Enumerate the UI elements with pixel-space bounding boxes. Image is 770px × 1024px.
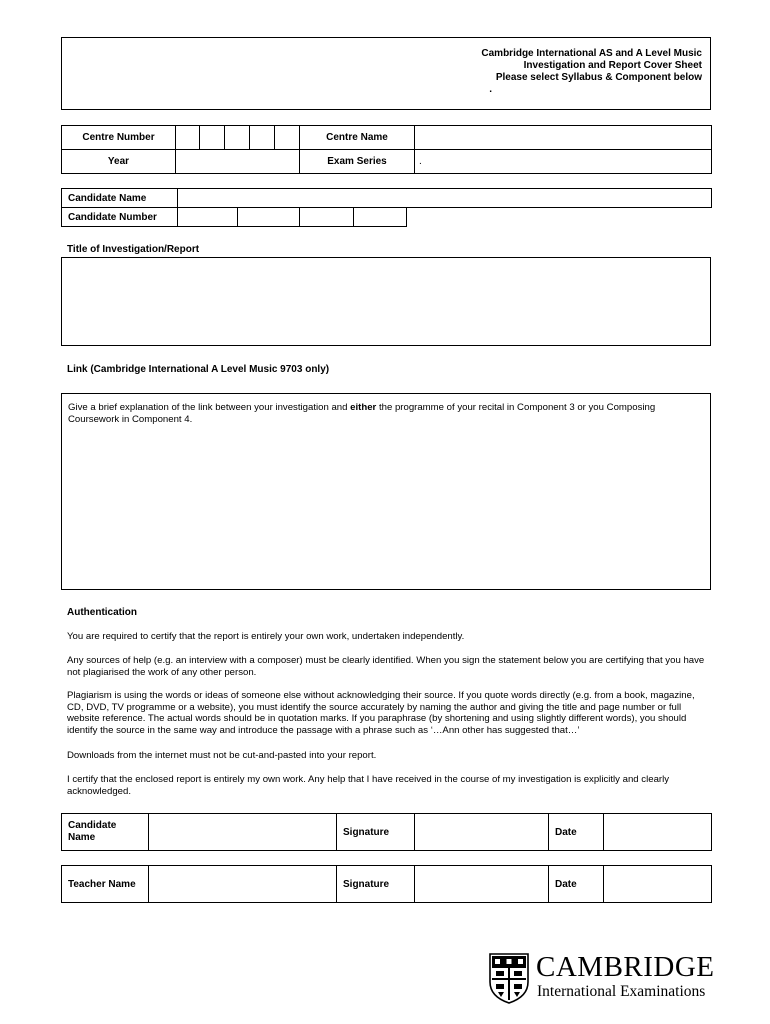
header-line-3: Please select Syllabus & Component below [495,72,702,83]
teacher-signature-label: Signature [337,866,415,903]
title-label: Title of Investigation/Report [67,244,200,255]
link-instruction-text-1: Give a brief explanation of the link between your investigation and [68,402,351,413]
link-label: Link (Cambridge International A Level Music 9703 only) [67,364,330,375]
teacher-date-label: Date [549,866,604,903]
link-instruction-text-2: the programme of your recital in Component 3 or you Composing Coursework in Component 4. [68,402,656,425]
link-field[interactable] [61,393,711,590]
teacher-name-field[interactable] [149,866,337,903]
candidate-number-digit-3[interactable] [300,208,354,227]
teacher-date-field[interactable] [604,866,712,903]
link-instruction-emphasis: either [350,402,377,413]
centre-number-digit-1[interactable] [176,126,200,150]
authentication-paragraph-3: Plagiarism is using the words or ideas of someone else without acknowledging their source. If you quote words directly (e.g. from a book, magazine, CD, DVD, TV programme or a website), you must identify the source accurately by naming the author and giving the title and page number or full website reference. The actual words should be in quotation marks. If you paraphrase (by shortening and using slightly different words), you should identify the source in the same way and introduce the passage with a phrase such as ‘…Ann other has suggested that…’ [67,690,695,736]
header-line-1: Cambridge International AS and A Level Music [481,48,702,59]
authentication-paragraph-1: You are required to certify that the report is entirely your own work, undertaken independently. [67,631,465,642]
year-field[interactable] [176,150,300,174]
candidate-number-digit-2[interactable] [238,208,300,227]
candidate-date-label: Date [549,814,604,851]
centre-name-field[interactable] [415,126,712,150]
authentication-paragraph-2: Any sources of help (e.g. an interview with a composer) must be clearly identified. When you sign the statement below you are certifying that you have not plagiarised the work of any other person. [67,655,705,678]
header-text [481,48,702,96]
centre-number-digit-4[interactable] [250,126,275,150]
candidate-number-digit-1[interactable] [178,208,238,227]
link-instruction [68,402,704,426]
candidate-date-field[interactable] [604,814,712,851]
exam-series-field[interactable]: . [415,150,712,174]
header-box [61,37,711,110]
candidate-table [61,188,712,227]
teacher-signature-field[interactable] [415,866,549,903]
teacher-name-label: Teacher Name [62,866,149,903]
candidate-name-signoff-label: Candidate Name [62,814,149,851]
logo-subtitle: International Examinations [537,983,706,1000]
teacher-signoff-table [61,865,712,903]
cambridge-logo [488,952,718,1004]
authentication-heading: Authentication [67,607,137,618]
candidate-number-label: Candidate Number [62,208,178,227]
candidate-signature-field[interactable] [415,814,549,851]
centre-number-digit-5[interactable] [275,126,300,150]
header-line-4: . [489,84,492,95]
candidate-signature-label: Signature [337,814,415,851]
candidate-number-digit-4[interactable] [354,208,407,227]
candidate-signoff-table [61,813,712,851]
header-line-2: Investigation and Report Cover Sheet [523,60,702,71]
authentication-paragraph-5: I certify that the enclosed report is entirely my own work. Any help that I have received in the course of my investigation is explicitly and clearly acknowledged. [67,774,670,797]
candidate-name-label: Candidate Name [62,189,178,208]
title-field[interactable] [61,257,711,346]
year-label: Year [62,150,176,174]
candidate-name-signoff-field[interactable] [149,814,337,851]
crest-icon [488,952,530,1004]
centre-name-label: Centre Name [300,126,415,150]
centre-number-digit-2[interactable] [200,126,225,150]
logo-wordmark: CAMBRIDGE [536,951,715,983]
candidate-name-field[interactable] [178,189,712,208]
centre-number-digit-3[interactable] [225,126,250,150]
centre-table [61,125,712,174]
centre-number-label: Centre Number [62,126,176,150]
candidate-number-spacer [407,208,712,227]
exam-series-label: Exam Series [300,150,415,174]
authentication-paragraph-4: Downloads from the internet must not be cut-and-pasted into your report. [67,750,377,761]
